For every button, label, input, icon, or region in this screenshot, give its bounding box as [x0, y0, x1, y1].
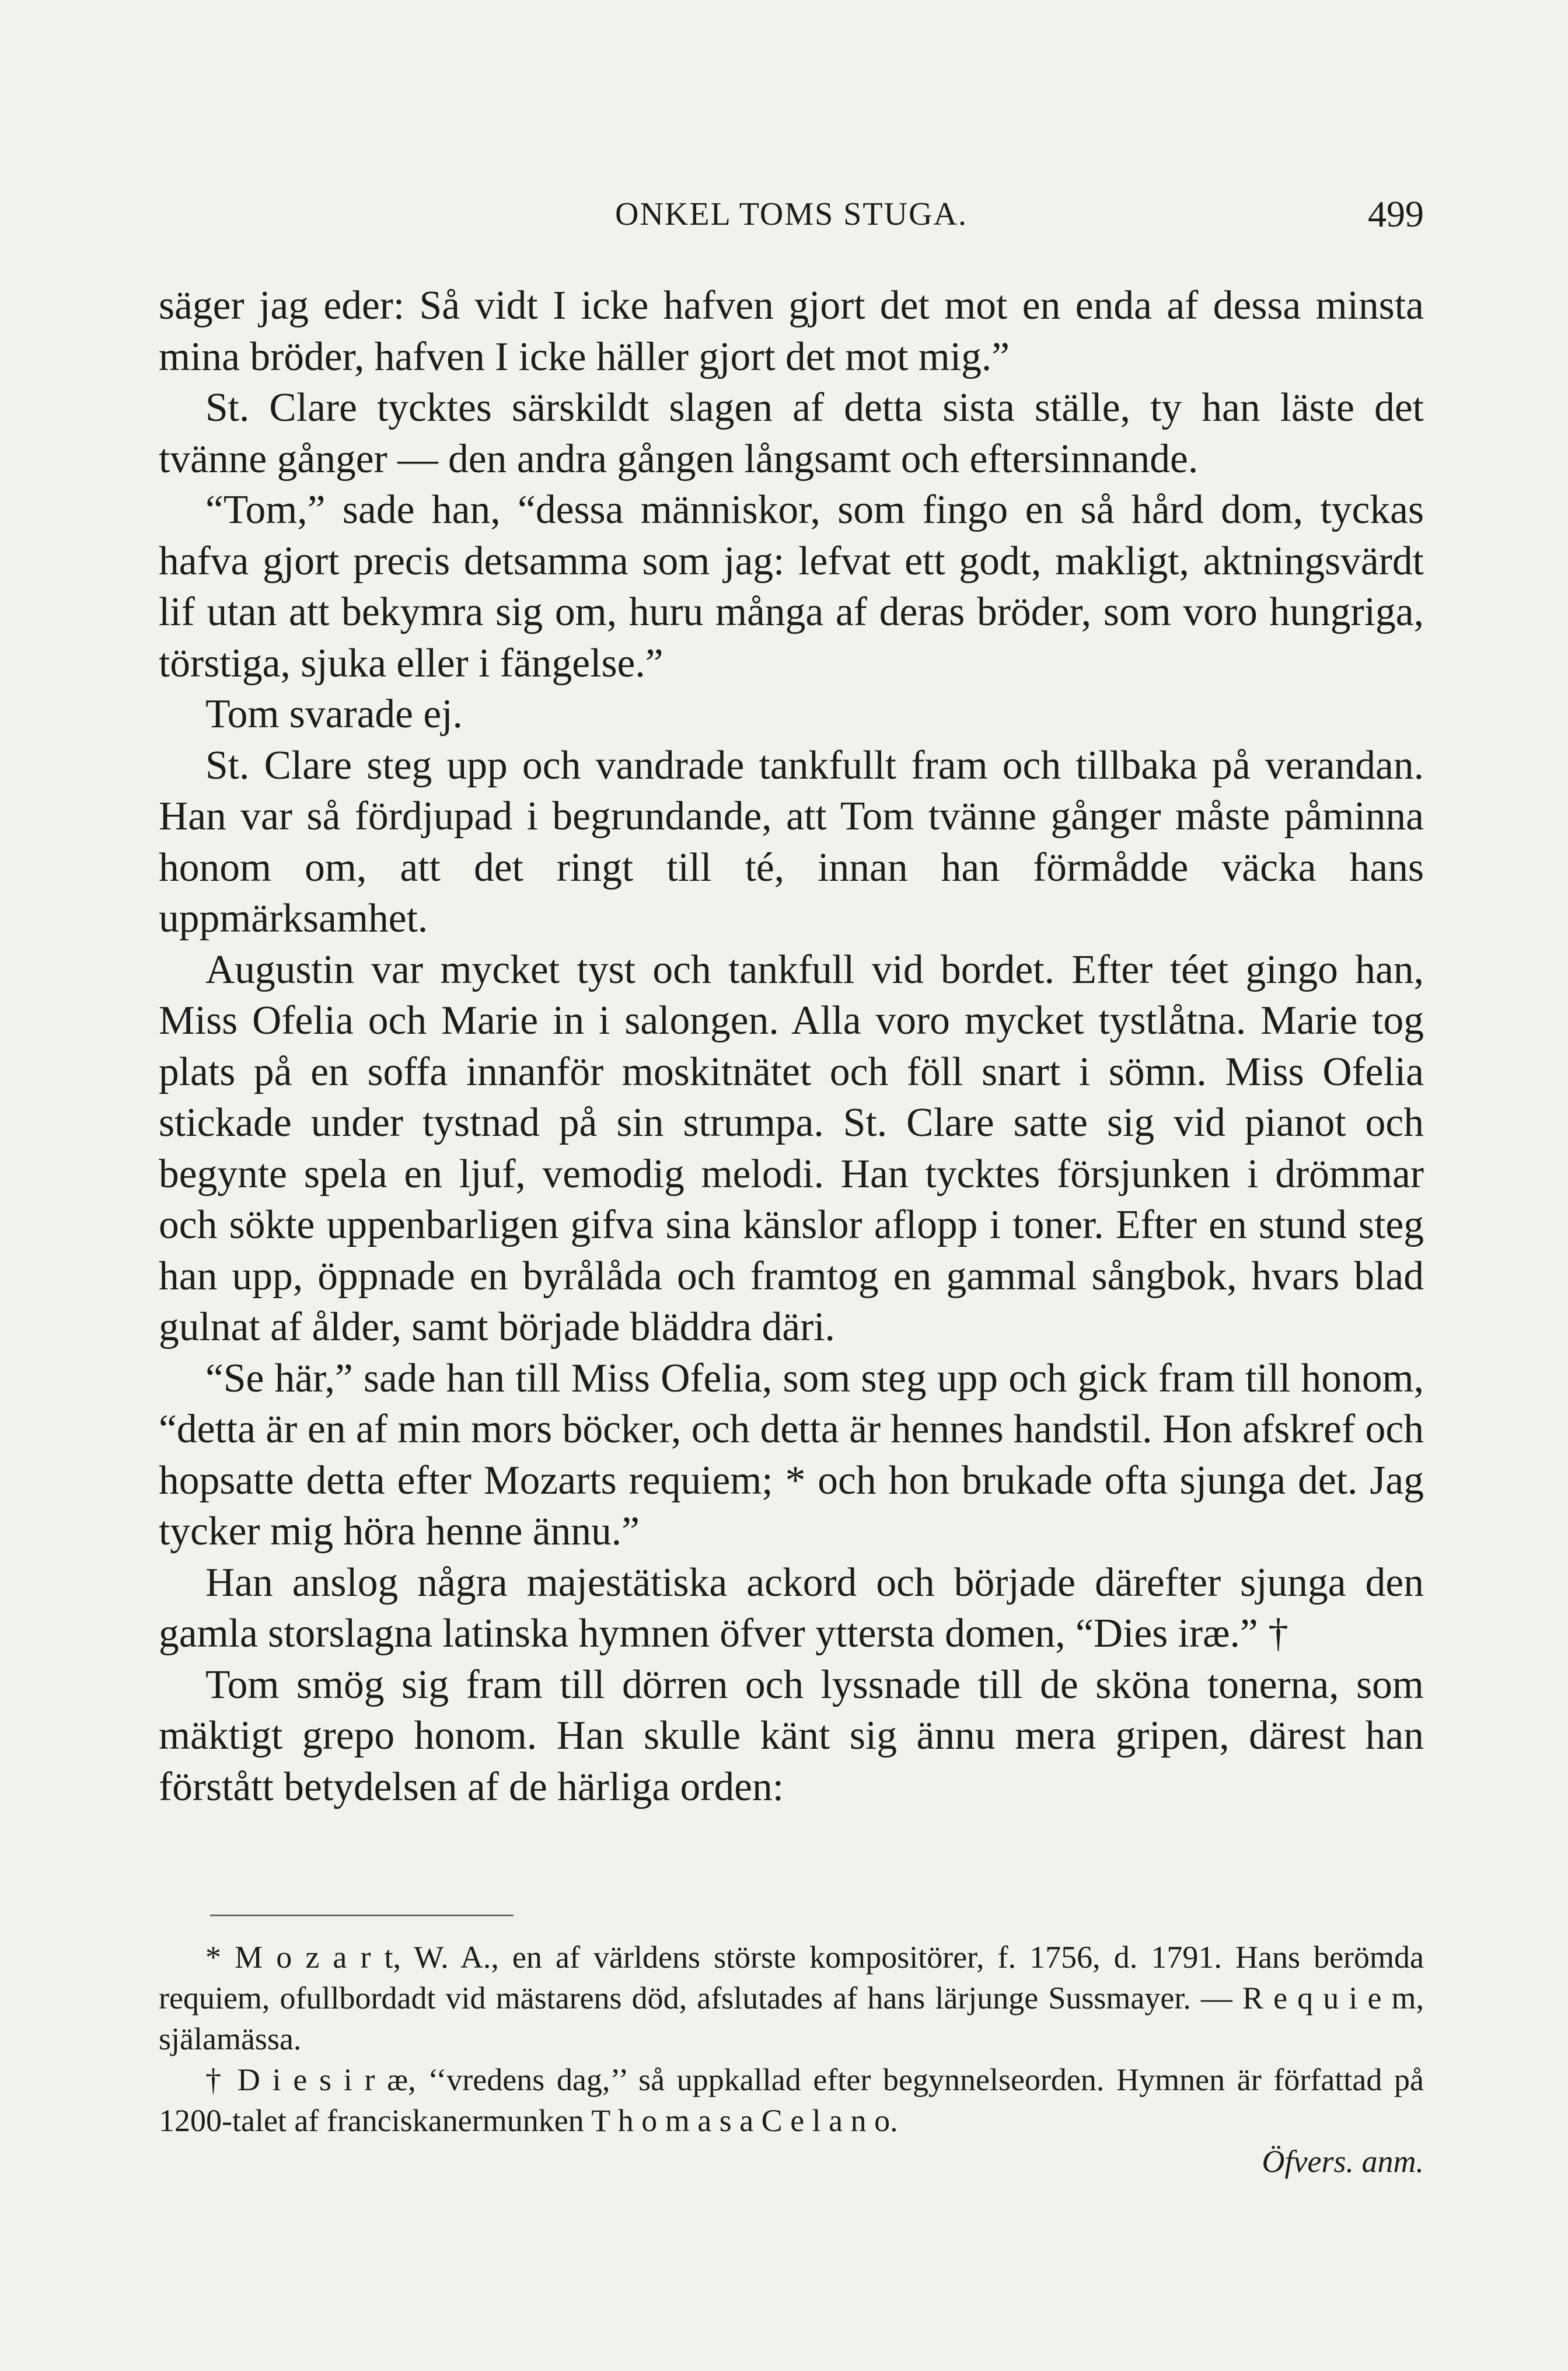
page-header: [159, 188, 1424, 240]
page-number: 499: [1368, 193, 1424, 235]
footnotes: [159, 1937, 1424, 2182]
paragraph: “Tom,” sade han, “dessa människor, som fingo en så hård dom, tyckas hafva gjort precis detsamma som jag: lefvat ett godt, makligt, aktningsvärdt lif utan att bekymra sig om, huru många af deras bröder, som voro hungriga, törstiga, sjuka eller i fängelse.”: [159, 487, 1424, 686]
paragraph: “Se här,” sade han till Miss Ofelia, som steg upp och gick fram till honom, “detta är en af min mors böcker, och detta är hennes handstil. Hon afskref och hopsatte detta efter Mozarts requiem; * och hon brukade ofta sjunga det. Jag tycker mig höra henne ännu.”: [159, 1355, 1424, 1554]
running-title: ONKEL TOMS STUGA.: [615, 196, 968, 232]
paragraph: säger jag eder: Så vidt I icke hafven gjort det mot en enda af dessa minsta mina bröder, hafven I icke häller gjort det mot mig.”: [159, 283, 1424, 379]
paragraph: Han anslog några majestätiska ackord och började därefter sjunga den gamla storslagna latinska hymnen öfver yttersta domen, “Dies iræ.” †: [159, 1560, 1424, 1656]
paragraph: St. Clare tycktes särskildt slagen af detta sista ställe, ty han läste det tvänne gånger — den andra gången långsamt och eftersinnande.: [159, 385, 1424, 482]
paragraph: Tom svarade ej.: [205, 692, 463, 737]
body-text: [159, 280, 1424, 1812]
paragraph: Tom smög sig fram till dörren och lyssnade till de sköna tonerna, som mäktigt grepo honom. Han skulle känt sig ännu mera gripen, därest han förstått betydelsen af de härliga orden:: [159, 1662, 1424, 1809]
paragraph: St. Clare steg upp och vandrade tankfullt fram och tillbaka på verandan. Han var så fördjupad i begrundande, att Tom tvänne gånger måste påminna honom om, att det ringt till té, innan han förmådde väcka hans uppmärksamhet.: [159, 742, 1424, 941]
footnote: * M o z a r t, W. A., en af världens störste kompositörer, f. 1756, d. 1791. Hans berömda requiem, ofullbordadt vid mästarens död, afslutades af hans lärjunge Sussmayer. — R e q u i e m, själamässa.: [159, 1940, 1424, 2056]
paragraph: Augustin var mycket tyst och tankfull vid bordet. Efter téet gingo han, Miss Ofelia och Marie in i salongen. Alla voro mycket tystlåtna. Marie tog plats på en soffa innanför moskitnätet och föll snart i sömn. Miss Ofelia stickade under tystnad på sin strumpa. St. Clare satte sig vid pianot och begynte spela en ljuf, vemodig melodi. Han tycktes försjunken i drömmar och sökte uppenbarligen gifva sina känslor aflopp i toner. Efter en stund steg han upp, öppnade en byrålåda och framtog en gammal sångbok, hvars blad gulnat af ålder, samt började bläddra däri.: [159, 947, 1424, 1350]
footnote-divider: [210, 1915, 514, 1916]
footnote-signature: Öfvers. anm.: [1262, 2144, 1424, 2179]
footnote: † D i e s i r æ, ‘‘vredens dag,’’ så uppkallad efter begynnelseorden. Hymnen är författad på 1200-talet af franciskanermunken T h o m a s a C e l a n o.: [159, 2062, 1424, 2138]
